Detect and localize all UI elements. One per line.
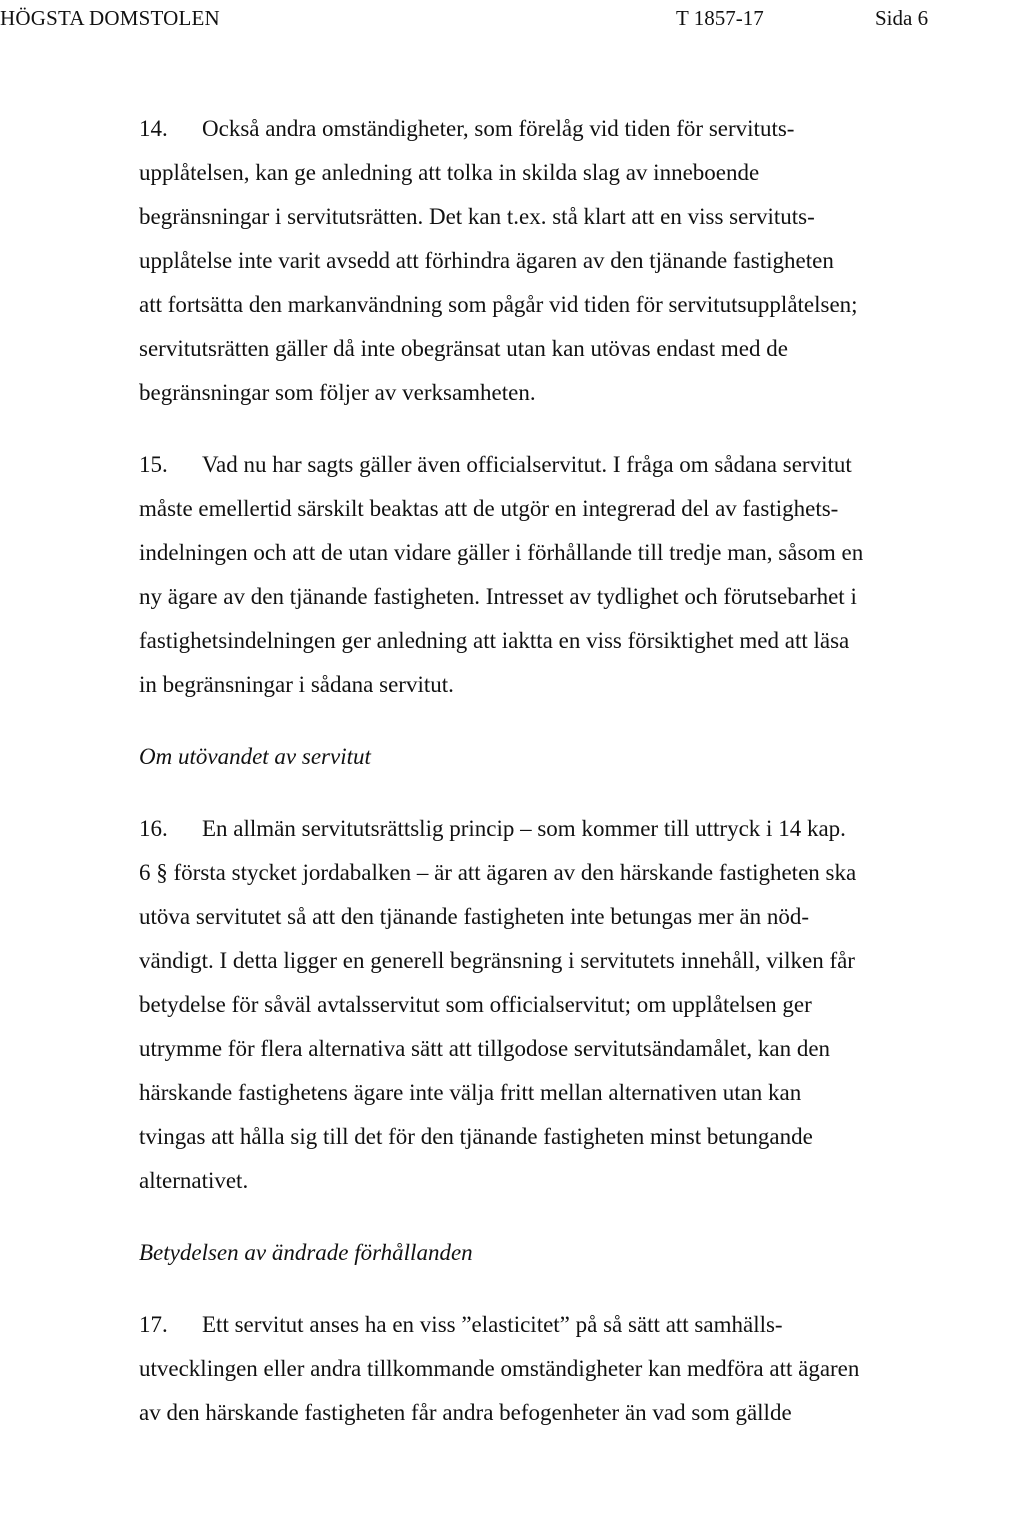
text-line: upplåtelsen, kan ge anledning att tolka in skilda slag av inneboende (139, 160, 760, 185)
text-line: 6 § första stycket jordabalken – är att ägaren av den härskande fastigheten ska (139, 860, 857, 885)
text-line: alternativet. (139, 1168, 249, 1193)
paragraph (139, 807, 1019, 1203)
text-line: att fortsätta den markanvändning som pågår vid tiden för servitutsupplåtelsen; (139, 292, 858, 317)
text-line: vändigt. I detta ligger en generell begränsning i servitutets innehåll, vilken får (139, 948, 855, 973)
text-line: utöva servitutet så att den tjänande fastigheten inte betungas mer än nöd- (139, 904, 809, 929)
paragraph-text (139, 807, 1019, 1203)
paragraph (139, 443, 1019, 707)
document-body (139, 107, 1019, 1463)
paragraph-number: 16. (139, 816, 168, 841)
text-line: Också andra omständigheter, som förelåg vid tiden för servituts- (202, 116, 795, 141)
text-line: in begränsningar i sådana servitut. (139, 672, 454, 697)
text-line: tvingas att hålla sig till det för den tjänande fastigheten minst betungande (139, 1124, 813, 1149)
paragraph-text (139, 1303, 1019, 1435)
text-line: utvecklingen eller andra tillkommande omständigheter kan medföra att ägaren (139, 1356, 860, 1381)
paragraph (139, 107, 1019, 415)
text-line: En allmän servitutsrättslig princip – som kommer till uttryck i 14 kap. (202, 816, 846, 841)
text-line: upplåtelse inte varit avsedd att förhindra ägaren av den tjänande fastigheten (139, 248, 834, 273)
paragraph-text (139, 443, 1019, 707)
text-line: begränsningar som följer av verksamheten. (139, 380, 536, 405)
text-line: av den härskande fastigheten får andra befogenheter än vad som gällde (139, 1400, 792, 1425)
paragraph-text (139, 107, 1019, 415)
section-heading: Om utövandet av servitut (139, 744, 371, 769)
text-line: betydelse för såväl avtalsservitut som officialservitut; om upplåtelsen ger (139, 992, 812, 1017)
text-line: ny ägare av den tjänande fastigheten. Intresset av tydlighet och förutsebarhet i (139, 584, 857, 609)
paragraph-number: 17. (139, 1312, 168, 1337)
case-number: T 1857-17 (676, 6, 764, 30)
text-line: Ett servitut anses ha en viss ”elasticitet” på så sätt att samhälls- (202, 1312, 783, 1337)
text-line: Vad nu har sagts gäller även officialservitut. I fråga om sådana servitut (202, 452, 852, 477)
text-line: indelningen och att de utan vidare gäller i förhållande till tredje man, såsom en (139, 540, 864, 565)
text-line: måste emellertid särskilt beaktas att de utgör en integrerad del av fastighets- (139, 496, 839, 521)
text-line: servitutsrätten gäller då inte obegränsat utan kan utövas endast med de (139, 336, 788, 361)
paragraph (139, 1303, 1019, 1435)
paragraph-number: 14. (139, 116, 168, 141)
text-line: fastighetsindelningen ger anledning att iaktta en viss försiktighet med att läsa (139, 628, 850, 653)
court-name: HÖGSTA DOMSTOLEN (0, 6, 220, 30)
text-line: härskande fastighetens ägare inte välja fritt mellan alternativen utan kan (139, 1080, 802, 1105)
page-number: Sida 6 (875, 6, 929, 30)
text-line: begränsningar i servitutsrätten. Det kan t.ex. stå klart att en viss servituts- (139, 204, 815, 229)
section-heading: Betydelsen av ändrade förhållanden (139, 1240, 473, 1265)
paragraph-number: 15. (139, 452, 168, 477)
page-header (0, 4, 1024, 36)
text-line: utrymme för flera alternativa sätt att tillgodose servitutsändamålet, kan den (139, 1036, 831, 1061)
